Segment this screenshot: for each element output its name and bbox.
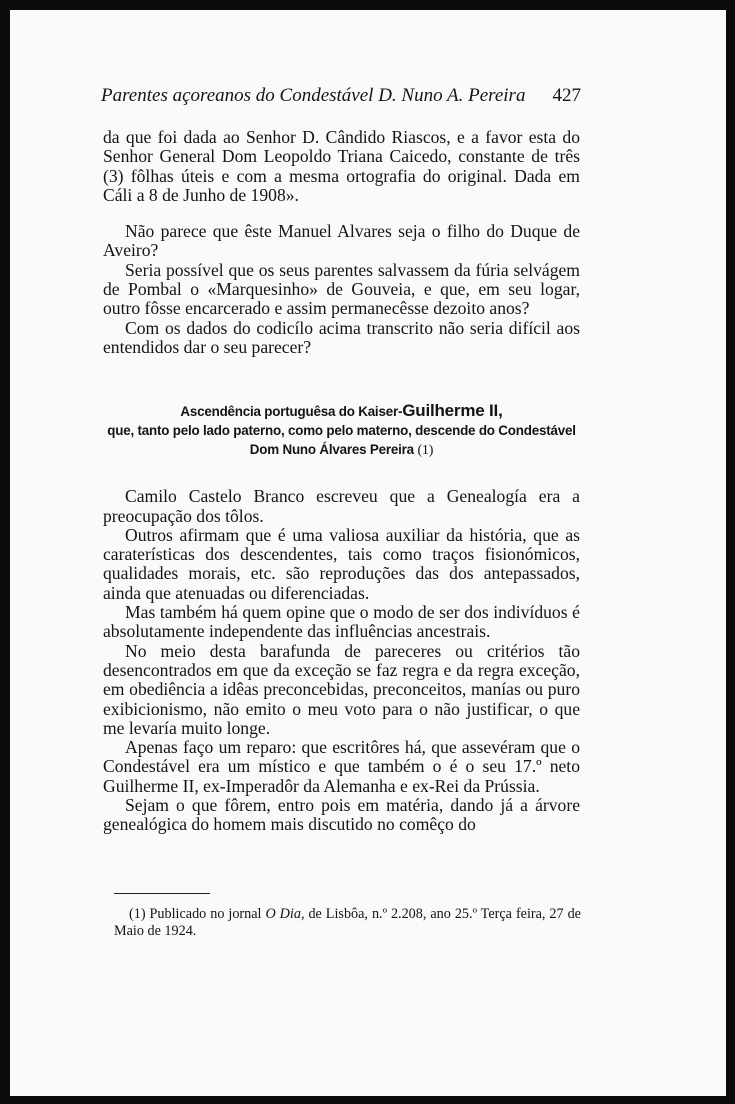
paragraph: Apenas faço um reparo: que escritôres há, que assevéram que o Condestável era um místico e que também o é o seu 17.º neto Guilherme II, ex-Imperadôr da Alemanha e ex-Rei da Prússia. bbox=[103, 737, 580, 796]
paragraph: Mas também há quem opine que o modo de ser dos indivíduos é absolutamente independente das influências ancestrais. bbox=[103, 602, 580, 642]
footnote bbox=[114, 906, 581, 940]
section-heading-line-3: Dom Nuno Álvares Pereira (1) bbox=[249, 442, 434, 459]
book-page bbox=[10, 10, 726, 1096]
paragraph: Camilo Castelo Branco escreveu que a Genealogía era a preocupação dos tôlos. bbox=[103, 486, 580, 526]
paragraph: Com os dados do codicílo acima transcrito não seria difícil aos entendidos dar o seu parecer? bbox=[103, 317, 580, 357]
footnote-text: (1) Publicado no jornal O Dia, de Lisbôa, n.º 2.208, ano 25.º Terça feira, 27 de Maio de 1924. bbox=[114, 906, 581, 939]
paragraph: Sejam o que fôrem, entro pois em matéria, dando já a árvore genealógica do homem mais discutido no comêço do bbox=[103, 795, 580, 835]
section-heading-line-1: Ascendência portuguêsa do Kaiser-Guilherme II, bbox=[180, 401, 503, 421]
paragraph: Não parece que êste Manuel Alvares seja o filho do Duque de Aveiro? bbox=[103, 221, 580, 261]
paragraph-continuation: da que foi dada ao Senhor D. Cândido Riascos, e a favor esta do Senhor General Dom Leopoldo Triana Caicedo, constante de três (3) fôlhas úteis e com a mesma ortografia do original. Dada em Cáli a 8 de Junho de 1908». bbox=[103, 127, 580, 205]
running-head bbox=[101, 85, 581, 107]
paragraph: No meio desta barafunda de pareceres ou critérios tão desencontrados em que da exceção se faz regra e da regra exceção, em obediência a idêas preconcebidas, preconceitos, manías ou puro exibicionismo, não emito o meu voto para o não justificar, o que me levaría muito longe. bbox=[103, 640, 580, 738]
footnote-rule bbox=[114, 893, 210, 894]
page-number: 427 bbox=[552, 85, 581, 106]
paragraph: Seria possível que os seus parentes salvassem da fúria selvágem de Pombal o «Marquesinho» de Gouveia, e que, em seu logar, outro fôsse encarcerado e assim permanecêsse dezoito anos? bbox=[103, 259, 580, 319]
section-heading-line-2: que, tanto pelo lado paterno, como pelo materno, descende do Condestável bbox=[107, 423, 576, 439]
newspaper-title: O Dia bbox=[265, 906, 301, 922]
section-heading bbox=[103, 401, 580, 460]
page-body bbox=[103, 128, 580, 835]
running-head-title: Parentes açoreanos do Condestável D. Nuno A. Pereira bbox=[101, 85, 526, 106]
paragraph: Outros afirmam que é uma valiosa auxiliar da história, que as caraterísticas dos descendentes, tais como traços fisionómicos, qualidades morais, etc. são reproduções das dos antepassados, ainda que atenuadas ou diferenciadas. bbox=[103, 524, 580, 603]
footnote-reference: (1) bbox=[417, 443, 434, 459]
